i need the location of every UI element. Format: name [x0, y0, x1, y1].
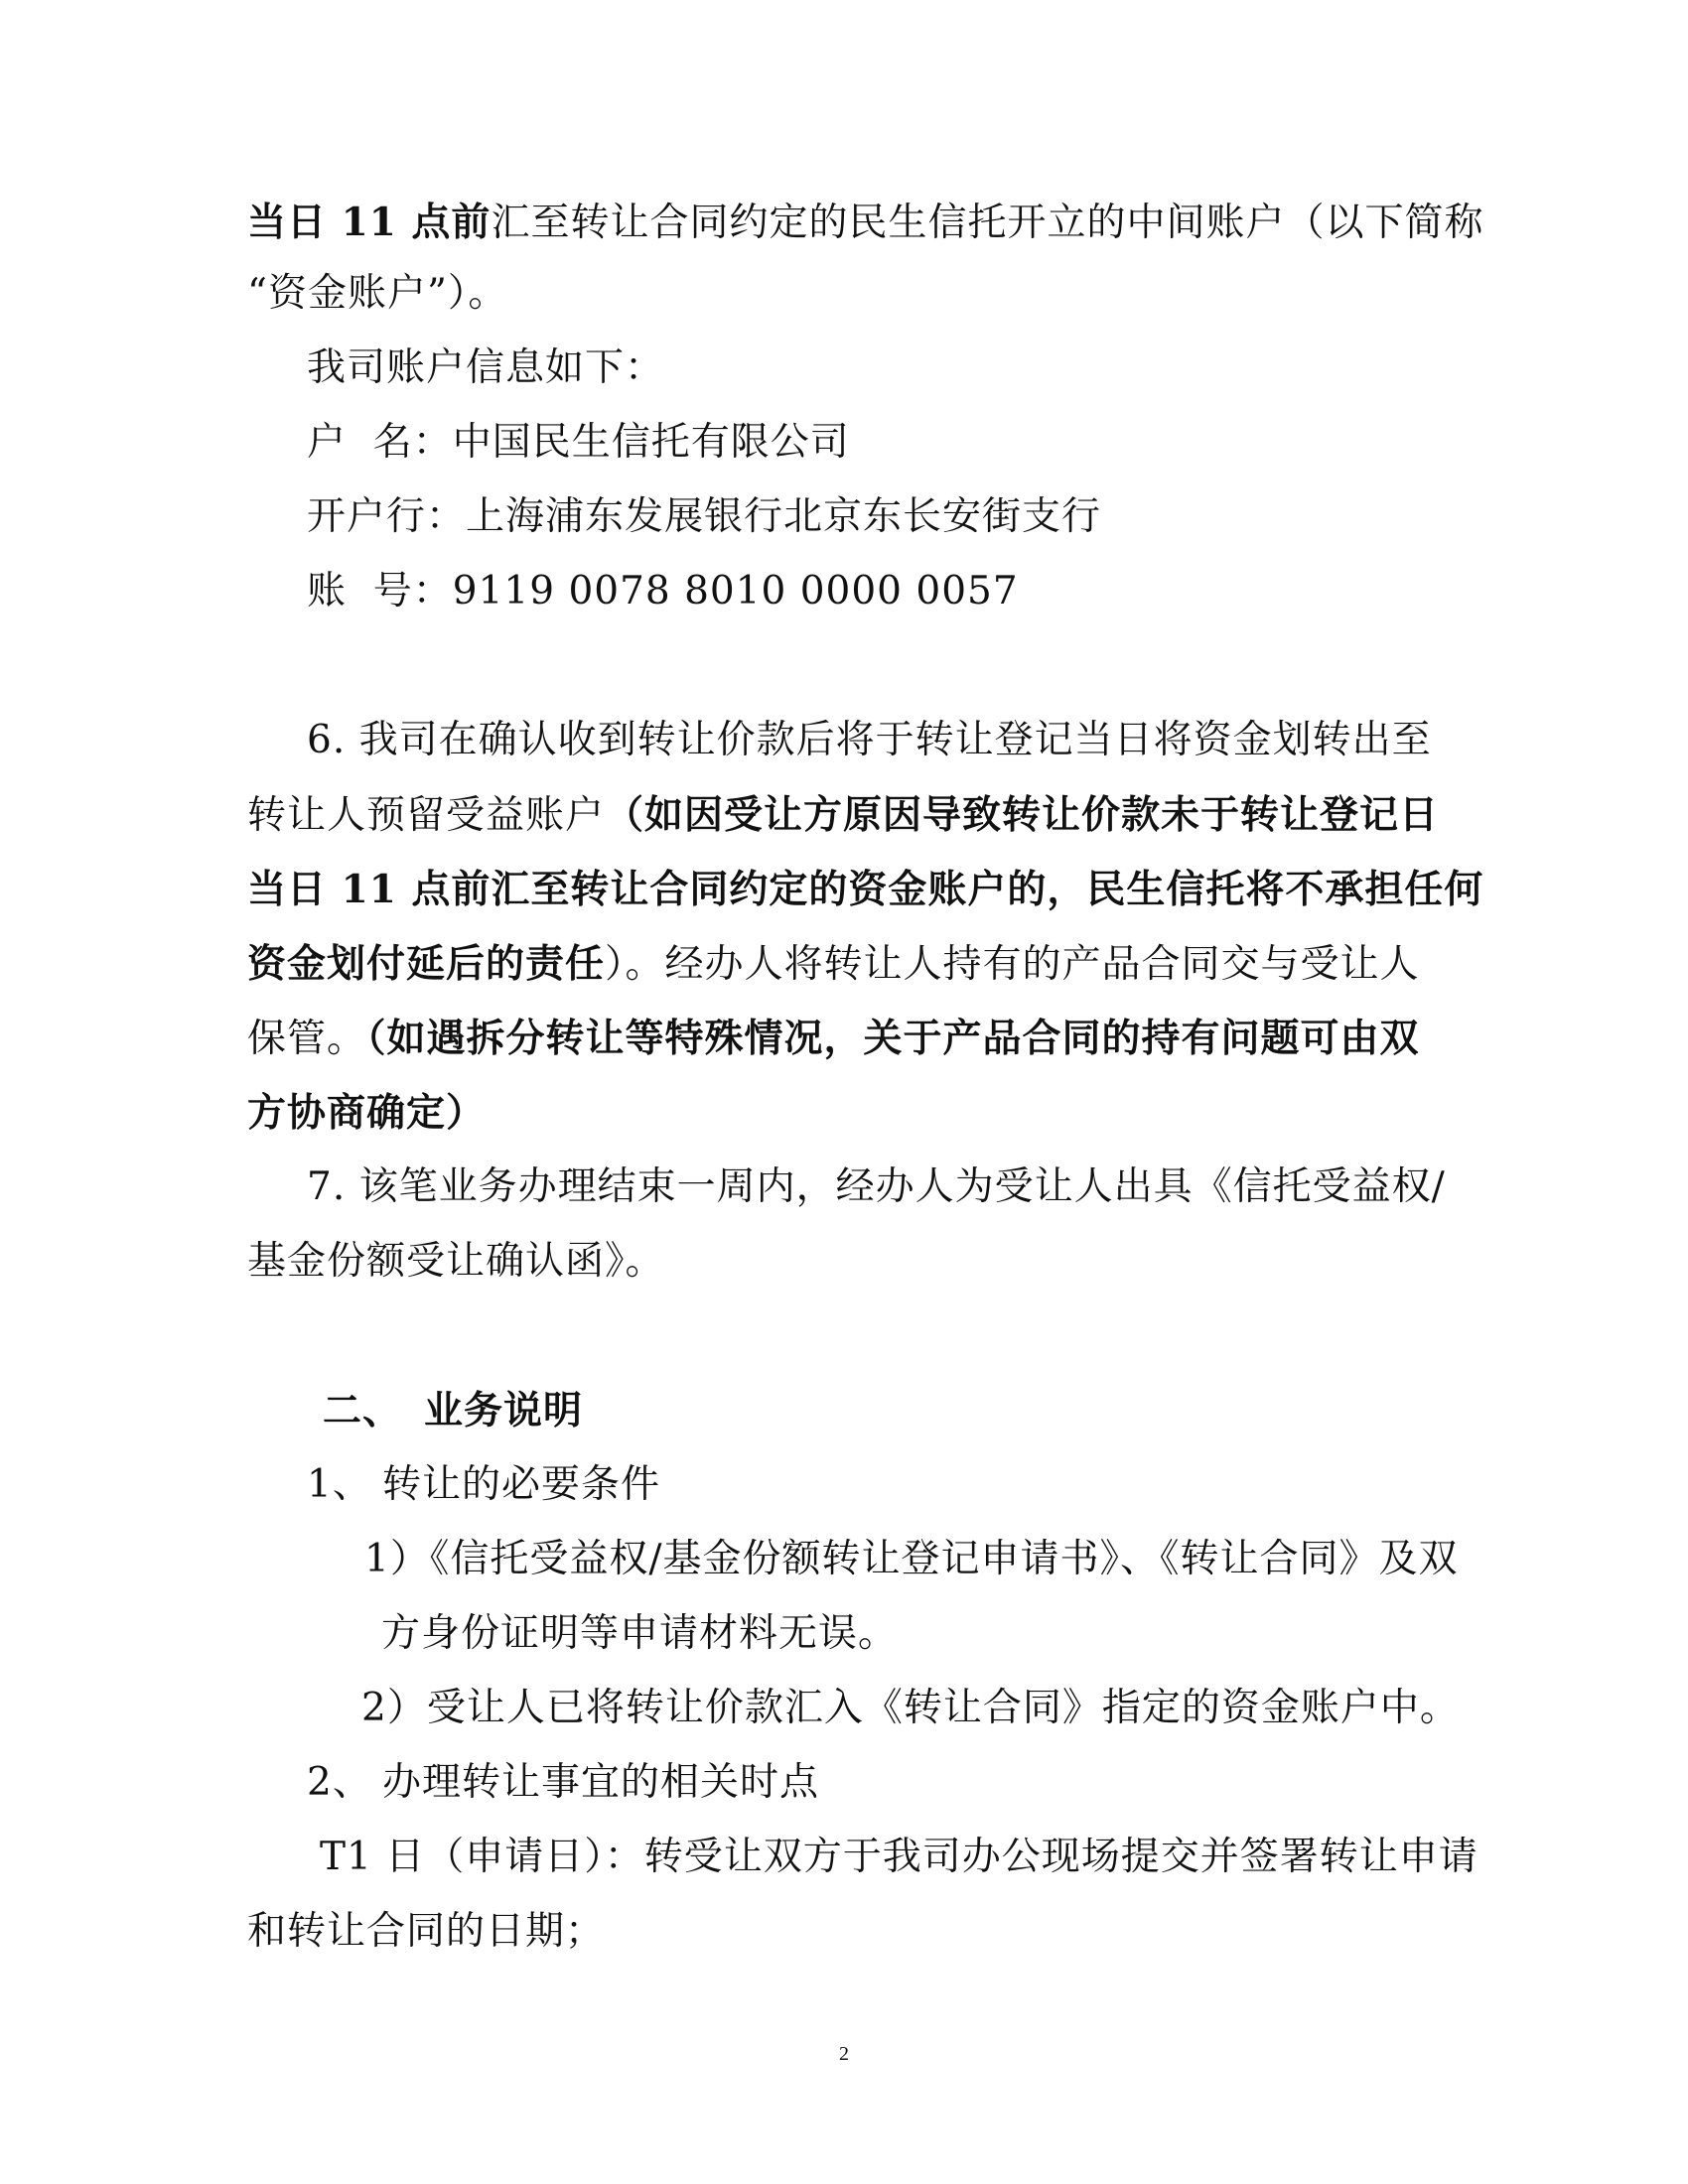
- bold-note-text: （如遇拆分转让等特殊情况，关于产品合同的持有问题可由双: [366, 1016, 1420, 1061]
- account-number-value: 9119 0078 8010 0000 0057: [452, 569, 1019, 614]
- item7-line-1: 7. 该笔业务办理结束一周内，经办人为受让人出具《信托受益权/: [307, 1164, 1446, 1209]
- account-number-row: [307, 566, 1019, 617]
- subsection1-number: 1、: [307, 1462, 372, 1507]
- item6-line-3: 当日 11 点前汇至转让合同约定的资金账户的，民生信托将不承担任何: [247, 867, 1484, 912]
- bold-disclaimer-text: 资金划付延后的责任: [247, 941, 606, 987]
- account-name-row: [307, 417, 850, 469]
- item6-line-4: [247, 938, 1420, 991]
- continued-paragraph-line-1: [247, 197, 1483, 249]
- condition1-line-1: 1）《信托受益权/基金份额转让登记申请书》、《转让合同》及双: [364, 1537, 1459, 1581]
- subsection1-title: 转让的必要条件: [382, 1462, 661, 1507]
- account-name-label: 户 名：: [307, 420, 453, 465]
- line-text: 转让人预留受益账户: [247, 793, 606, 838]
- bold-disclaimer-text: （如因受让方原因导致转让价款未于转让登记日: [605, 792, 1440, 838]
- page-number: 2: [839, 2043, 849, 2065]
- item7-line-2: 基金份额受让确认函》。: [247, 1239, 665, 1284]
- account-bank-value: 上海浦东发展银行北京东长安街支行: [466, 494, 1102, 539]
- account-name-value: 中国民生信托有限公司: [452, 420, 850, 465]
- account-info-heading: 我司账户信息如下：: [307, 345, 665, 390]
- condition1-line-2: 方身份证明等申请材料无误。: [381, 1611, 899, 1656]
- line-text: 汇至转让合同约定的民生信托开立的中间账户（以下简称: [491, 201, 1484, 245]
- bold-deadline-text: 当日 11 点前: [247, 200, 492, 245]
- item6-line-2: [247, 789, 1439, 842]
- subsection2-title: 办理转让事宜的相关时点: [382, 1760, 820, 1805]
- subsection2-number: 2、: [307, 1760, 372, 1805]
- continued-paragraph-line-2: “资金账户”）。: [247, 271, 508, 316]
- section2-heading-title: 业务说明: [424, 1388, 584, 1433]
- line-text: ）。经办人将转让人持有的产品合同交与受让人: [605, 942, 1420, 987]
- item6-line-6: 方协商确定）: [247, 1090, 487, 1136]
- line-text: 保管。: [247, 1017, 367, 1061]
- section2-heading-number: 二、: [323, 1388, 403, 1433]
- account-bank-label: 开户行：: [307, 494, 467, 539]
- account-number-label: 账 号：: [307, 569, 453, 614]
- t1-definition-line-1: T1 日（申请日）：转受让双方于我司办公现场提交并签署转让申请: [320, 1835, 1478, 1879]
- account-bank-row: [307, 491, 1101, 543]
- item6-line-1: 6. 我司在确认收到转让价款后将于转让登记当日将资金划转出至: [307, 718, 1432, 762]
- t1-definition-line-2: 和转让合同的日期；: [247, 1909, 606, 1954]
- item6-line-5: [247, 1013, 1420, 1065]
- condition2-line: 2）受让人已将转让价款汇入《转让合同》指定的资金账户中。: [361, 1686, 1460, 1730]
